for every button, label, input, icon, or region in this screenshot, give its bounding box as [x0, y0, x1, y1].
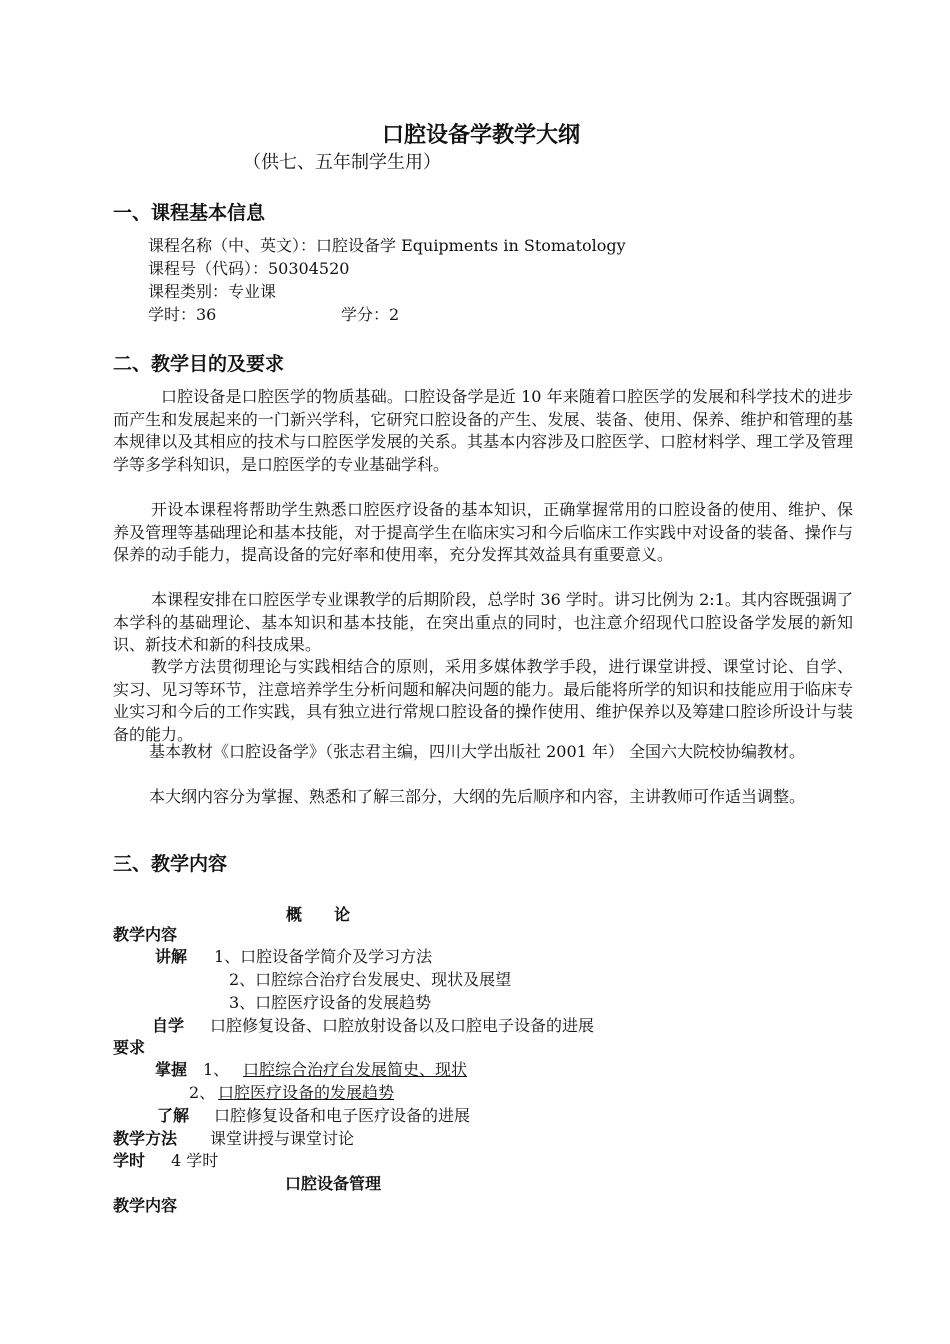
know-text: 口腔修复设备和电子医疗设备的进展 — [214, 1106, 471, 1125]
paragraph-4: 教学方法贯彻理论与实践相结合的原则，采用多媒体教学手段，进行课堂讲授、课堂讨论、自学、实习、见习等环节，注意培养学生分析问题和解决问题的能力。最后能将所学的知识和技能应用于临床专业实习和今后的工作实践，具有独立进行常规口腔设备的操作使用、维护保养以及筹建口腔诊所设计与装备的能力。 — [113, 657, 853, 744]
paragraph-2: 开设本课程将帮助学生熟悉口腔医疗设备的基本知识，正确掌握常用的口腔设备的使用、维护、保养及管理等基础理论和基本技能，对于提高学生在临床实习和今后临床工作实践中对设备的装备、操作与保养的动手能力，提高设备的完好率和使用率，充分发挥其效益具有重要意义。 — [113, 500, 853, 565]
paragraph-6: 本大纲内容分为掌握、熟悉和了解三部分，大纲的先后顺序和内容，主讲教师可作适当调整。 — [149, 787, 806, 806]
doc-title: 口腔设备学教学大纲 — [381, 123, 580, 148]
lecture-item-3: 3、口腔医疗设备的发展趋势 — [229, 993, 432, 1012]
self-study-text: 口腔修复设备、口腔放射设备以及口腔电子设备的进展 — [210, 1016, 595, 1035]
paragraph-1: 口腔设备是口腔医学的物质基础。口腔设备学是近 10 年来随着口腔医学的发展和科学技术的进步而产生和发展起来的一门新兴学科，它研究口腔设备的产生、发展、装备、使用、保养、维护和管理的基本规律以及其相应的技术与口腔医学发展的关系。其基本内容涉及口腔医学、口腔材料学、理工学及管理学等多学科知识，是口腔医学的专业基础学科。 — [113, 387, 853, 474]
method-text: 课堂讲授与课堂讨论 — [210, 1129, 355, 1148]
section2-heading: 二、教学目的及要求 — [113, 353, 285, 375]
master-num-1: 1、 — [203, 1060, 230, 1079]
course-hours: 学时：36 — [148, 305, 217, 324]
hours-label: 学时 — [113, 1151, 146, 1170]
lecture-label: 讲解 — [155, 947, 188, 966]
method-label: 教学方法 — [113, 1129, 178, 1148]
self-study-label: 自学 — [152, 1016, 185, 1035]
chapter2-title: 口腔设备管理 — [285, 1174, 382, 1193]
master-num-2: 2、 — [189, 1083, 216, 1102]
master-label: 掌握 — [155, 1060, 188, 1079]
section1-heading: 一、课程基本信息 — [113, 202, 266, 224]
course-credits: 学分：2 — [341, 305, 400, 324]
chapter1-title: 概 论 — [286, 905, 351, 924]
section3-heading: 三、教学内容 — [113, 853, 228, 875]
course-name: 课程名称（中、英文）：口腔设备学 Equipments in Stomatology — [148, 236, 626, 255]
paragraph-5: 基本教材《口腔设备学》（张志君主编，四川大学出版社 2001 年） 全国六大院校协编教材。 — [149, 742, 805, 761]
master-item-2: 口腔医疗设备的发展趋势 — [218, 1083, 395, 1102]
lecture-item-1: 1、口腔设备学简介及学习方法 — [214, 947, 433, 966]
paragraph-3: 本课程安排在口腔医学专业课教学的后期阶段，总学时 36 学时。讲习比例为 2:1。其内容既强调了本学科的基础理论、基本知识和基本技能，在突出重点的同时，也注意介绍现代口腔设备学发展的新知识、新技术和新的科技成果。 — [113, 590, 853, 655]
chapter2-content-label: 教学内容 — [113, 1196, 178, 1215]
hours-text: 4 学时 — [171, 1151, 219, 1170]
course-type: 课程类别：专业课 — [148, 282, 277, 301]
requirements-label: 要求 — [113, 1038, 146, 1057]
lecture-item-2: 2、口腔综合治疗台发展史、现状及展望 — [229, 970, 512, 989]
doc-subtitle: （供七、五年制学生用） — [243, 152, 441, 173]
course-code: 课程号（代码）：50304520 — [148, 259, 350, 278]
chapter1-content-label: 教学内容 — [113, 925, 178, 944]
master-item-1: 口腔综合治疗台发展简史、现状 — [243, 1060, 468, 1079]
know-label: 了解 — [157, 1106, 190, 1125]
